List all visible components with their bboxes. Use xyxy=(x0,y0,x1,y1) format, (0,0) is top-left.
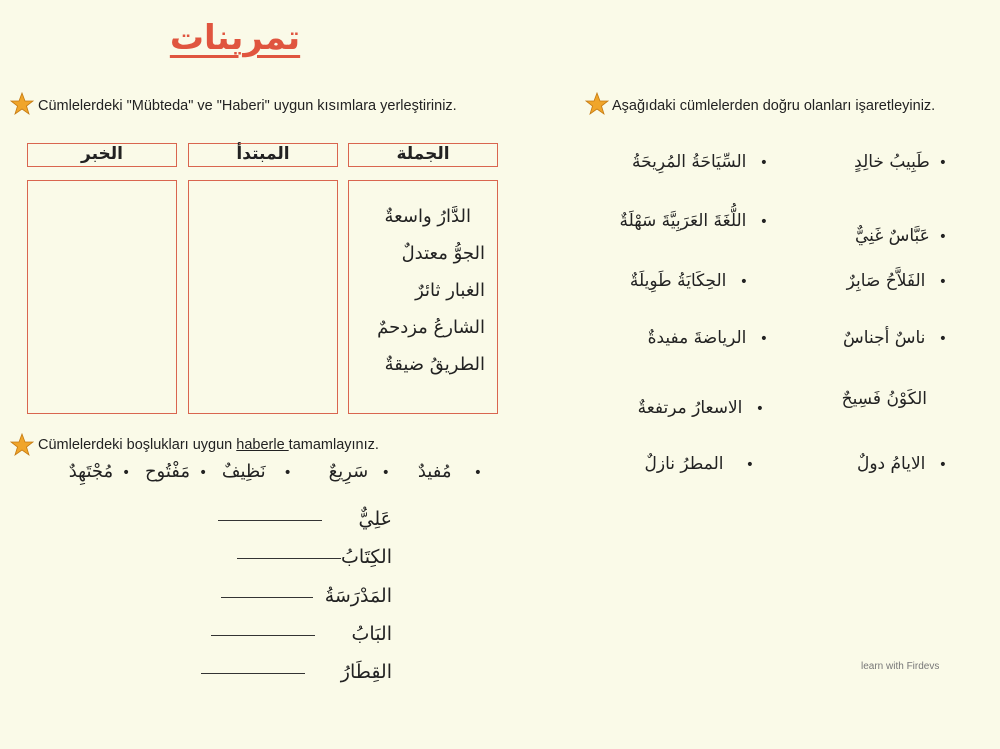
blank-row: القِطَارُ xyxy=(201,661,392,683)
word-bank-item[interactable]: مُفيدٌ xyxy=(417,461,452,482)
word-bank-item[interactable]: سَرِيعٌ xyxy=(328,461,369,482)
sentence-item[interactable]: الغبار ثائرٌ xyxy=(415,280,485,301)
blank-row: عَلِيٌّ xyxy=(218,508,392,530)
blank-row: المَدْرَسَةُ xyxy=(221,585,392,607)
blank-row: الكِتَابُ xyxy=(237,546,392,568)
statement-option[interactable]: • السِّيَاحَةُ المُرِيحَةُ xyxy=(632,152,768,172)
star-icon xyxy=(10,433,34,457)
statement-option[interactable]: • عَبَّاسٌ غَنِيٌّ xyxy=(855,226,947,246)
statement-option[interactable]: الكَوْنُ فَسِيحٌ xyxy=(841,389,927,409)
star-icon xyxy=(585,92,609,116)
blank-line[interactable] xyxy=(218,519,322,521)
statement-option[interactable]: • المطرُ نازلٌ xyxy=(644,454,754,474)
khabar-drop-zone[interactable] xyxy=(27,180,177,414)
statement-option[interactable]: • اللُّغَةَ العَرَبِيَّةَ سَهْلَةٌ xyxy=(619,211,768,231)
sentence-item[interactable]: الطريقُ ضيقةٌ xyxy=(384,354,485,375)
blank-line[interactable] xyxy=(211,634,315,636)
statement-option[interactable]: • الرياضةَ مفيدةٌ xyxy=(647,328,768,348)
blank-line[interactable] xyxy=(221,596,313,598)
star-icon xyxy=(10,92,34,116)
mubtada-header: المبتدأ xyxy=(188,143,338,167)
statement-option[interactable]: • الفَلاَّحُ صَابِرٌ xyxy=(846,271,947,291)
sentence-item[interactable]: الشارعُ مزدحمٌ xyxy=(377,317,485,338)
word-bank: • مُفيدٌ • سَرِيعٌ • نَظِيفٌ • مَفْتُوح • مُجْتَهِدٌ xyxy=(68,461,482,482)
statement-option[interactable]: • الاسعارُ مرتفعةٌ xyxy=(637,398,764,418)
jumla-header: الجملة xyxy=(348,143,498,167)
word-bank-item[interactable]: نَظِيفٌ xyxy=(221,461,266,482)
footer-credit: learn with Firdevs xyxy=(861,661,940,672)
statement-option[interactable]: • طَبِيبُ خالِدٍ xyxy=(854,152,947,172)
statement-option[interactable]: • الايامُ دولٌ xyxy=(857,454,947,474)
page-title: تمرينات xyxy=(169,18,301,58)
statement-option[interactable]: • ناسٌ أجناسٌ xyxy=(843,328,947,348)
khabar-header: الخبر xyxy=(27,143,177,167)
statement-option[interactable]: • الحِكَايَةُ طَوِيلَةٌ xyxy=(629,271,748,291)
blank-row: البَابُ xyxy=(211,623,392,645)
section3-instruction: Cümlelerdeki boşlukları uygun haberle tamamlayınız. xyxy=(38,437,379,453)
underlined-word: haberle xyxy=(236,437,289,453)
mubtada-drop-zone[interactable] xyxy=(188,180,338,414)
word-bank-item[interactable]: مُجْتَهِدٌ xyxy=(68,461,114,482)
blank-line[interactable] xyxy=(237,557,341,559)
sentences-box xyxy=(348,180,498,414)
sentence-item[interactable]: الجوُّ معتدلٌ xyxy=(401,243,485,264)
section2-instruction: Aşağıdaki cümlelerden doğru olanları işaretleyiniz. xyxy=(612,98,936,114)
section1-instruction: Cümlelerdeki "Mübteda" ve "Haberi" uygun kısımlara yerleştiriniz. xyxy=(38,98,457,114)
blank-line[interactable] xyxy=(201,672,305,674)
sentence-item[interactable]: الدَّارُ واسعةٌ xyxy=(384,206,471,227)
word-bank-item[interactable]: مَفْتُوح xyxy=(144,461,191,482)
